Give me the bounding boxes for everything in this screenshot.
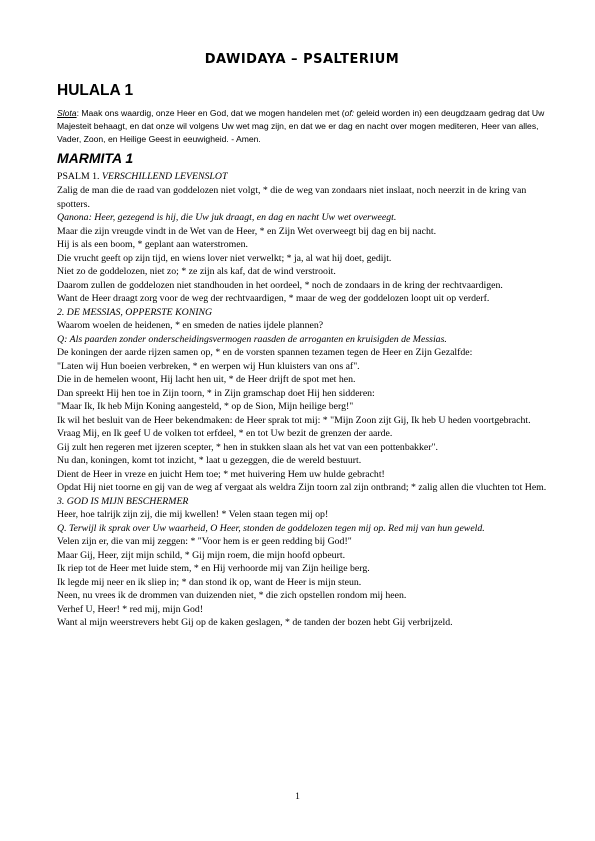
psalm-1-number: PSALM 1. [57,171,102,182]
psalm-1-title: VERSCHILLEND LEVENSLOT [101,171,228,182]
psalm-1-verses [57,184,547,306]
verse-line: Velen zijn er, die van mij zeggen: * "Voor hem is er geen redding bij God!" [57,536,352,547]
verse-line: Maar die zijn vreugde vindt in de Wet van de Heer, * en Zijn Wet overweegt bij dag en bij nacht. [57,225,437,237]
verse-line: Vraag Mij, en Ik geef U de volken tot erfdeel, * en tot Uw bezit de grenzen der aarde. [57,428,393,439]
slota-prayer [57,107,547,146]
verse-line: Maar Gij, Heer, zijt mijn schild, * Gij mijn roem, die mijn hoofd opbeurt. [57,549,346,561]
page-number: 1 [295,792,300,802]
verse-line: Qanona: Heer, gezegend is hij, die Uw juk draagt, en dag en nacht Uw wet overweegt. [57,212,397,223]
psalm-1-heading [57,170,547,184]
slota-text-before: : Maak ons waardig, onze Heer en God, dat we mogen handelen met ( [76,108,345,118]
psalm-2-heading: 2. DE MESSIAS, OPPERSTE KONING [57,306,213,318]
verse-line: Hij is als een boom, * geplant aan waterstromen. [57,239,248,250]
verse-line: De koningen der aarde rijzen samen op, * en de vorsten spannen tezamen tegen de Heer en Zijn Gezalfde: [57,347,473,358]
verse-line: Q: Als paarden zonder onderscheidingsvermogen raasden de arroganten en kruisigden de Messias. [57,333,447,345]
verse-line: Heer, hoe talrijk zijn zij, die mij kwellen! * Velen staan tegen mij op! [57,509,329,520]
verse-line: Dient de Heer in vreze en juicht Hem toe; * met huivering Hem uw hulde gebracht! [57,468,385,480]
verse-line: Daarom zullen de goddelozen niet standhouden in het oordeel, * noch de zondaars in de kring der rechtvaardigen. [57,279,503,291]
verse-line: Opdat Hij niet toorne en gij van de weg af vergaat als weldra Zijn toorn zal zijn ontbrand; * zalig allen die vluchten tot Hem. [57,482,547,493]
psalm-2-verses [57,319,547,495]
verse-line: Want al mijn weerstrevers hebt Gij op de kaken geslagen, * de tanden der bozen hebt Gij verbrijzeld. [57,617,453,628]
slota-alt-marker: of: [344,108,355,118]
slota-text-after: geleid worden in) een deugdzaam gedrag dat Uw Majesteit behaagt, en dat onze wil volgens Uw wet mag zijn, en dat we er dag en nacht over mogen mediteren, Heer van alles, Vader, Zoon, en Heilige Geest in eeuwigheid. - Amen. [57,108,545,144]
verse-line: Q. Terwijl ik sprak over Uw waarheid, O Heer, stonden de goddelozen tegen mij op. Red mij van hun geweld. [57,522,485,534]
verse-line: Nu dan, koningen, komt tot inzicht, * laat u gezeggen, die de wereld bestuurt. [57,455,362,466]
verse-line: "Laten wij Hun boeien verbreken, * en werpen wij Hun kluisters van ons af". [57,360,360,372]
verse-line: Ik riep tot de Heer met luide stem, * en Hij verhoorde mij van Zijn heilige berg. [57,563,370,574]
verse-line: Verhef U, Heer! * red mij, mijn God! [57,603,204,615]
verse-line: Dan spreekt Hij hen toe in Zijn toorn, * in Zijn gramschap doet Hij hen sidderen: [57,387,375,399]
verse-line: Die in de hemelen woont, Hij lacht hen uit, * de Heer drijft de spot met hen. [57,374,356,385]
verse-line: "Maar Ik, Ik heb Mijn Koning aangesteld, * op de Sion, Mijn heilige berg!" [57,401,354,412]
verse-line: Waarom woelen de heidenen, * en smeden de naties ijdele plannen? [57,320,324,331]
verse-line: Want de Heer draagt zorg voor de weg der rechtvaardigen, * maar de weg der goddelozen loopt uit op verderf. [57,293,490,304]
document-title: DAWIDAYA – PSALTERIUM [204,52,400,67]
verse-line: Ik wil het besluit van de Heer bekendmaken: de Heer sprak tot mij: * "Mijn Zoon zijt Gij, Ik heb U heden voortgebracht. [57,414,531,426]
verse-line: Neen, nu vrees ik de drommen van duizenden niet, * die zich opstellen rondom mij heen. [57,590,407,601]
verse-line: Ik legde mij neer en ik sliep in; * dan stond ik op, want de Heer is mijn steun. [57,576,362,588]
slota-label: Slota [57,108,77,118]
psalm-3-heading: 3. GOD IS MIJN BESCHERMER [57,495,189,507]
psalm-3-verses [57,508,547,630]
hulala-heading: HULALA 1 [57,82,134,99]
verse-line: Zalig de man die de raad van goddelozen niet volgt, * die de weg van zondaars niet inslaat, noch neerzit in de kring van spotters. [57,185,527,210]
verse-line: Die vrucht geeft op zijn tijd, en wiens lover niet verwelkt; * ja, al wat hij doet, gedijt. [57,252,392,264]
verse-line: Niet zo de goddelozen, niet zo; * ze zijn als kaf, dat de wind verstrooit. [57,266,336,277]
marmita-heading: MARMITA 1 [57,150,134,166]
verse-line: Gij zult hen regeren met ijzeren scepter, * hen in stukken slaan als het vat van een pottenbakker". [57,441,438,453]
